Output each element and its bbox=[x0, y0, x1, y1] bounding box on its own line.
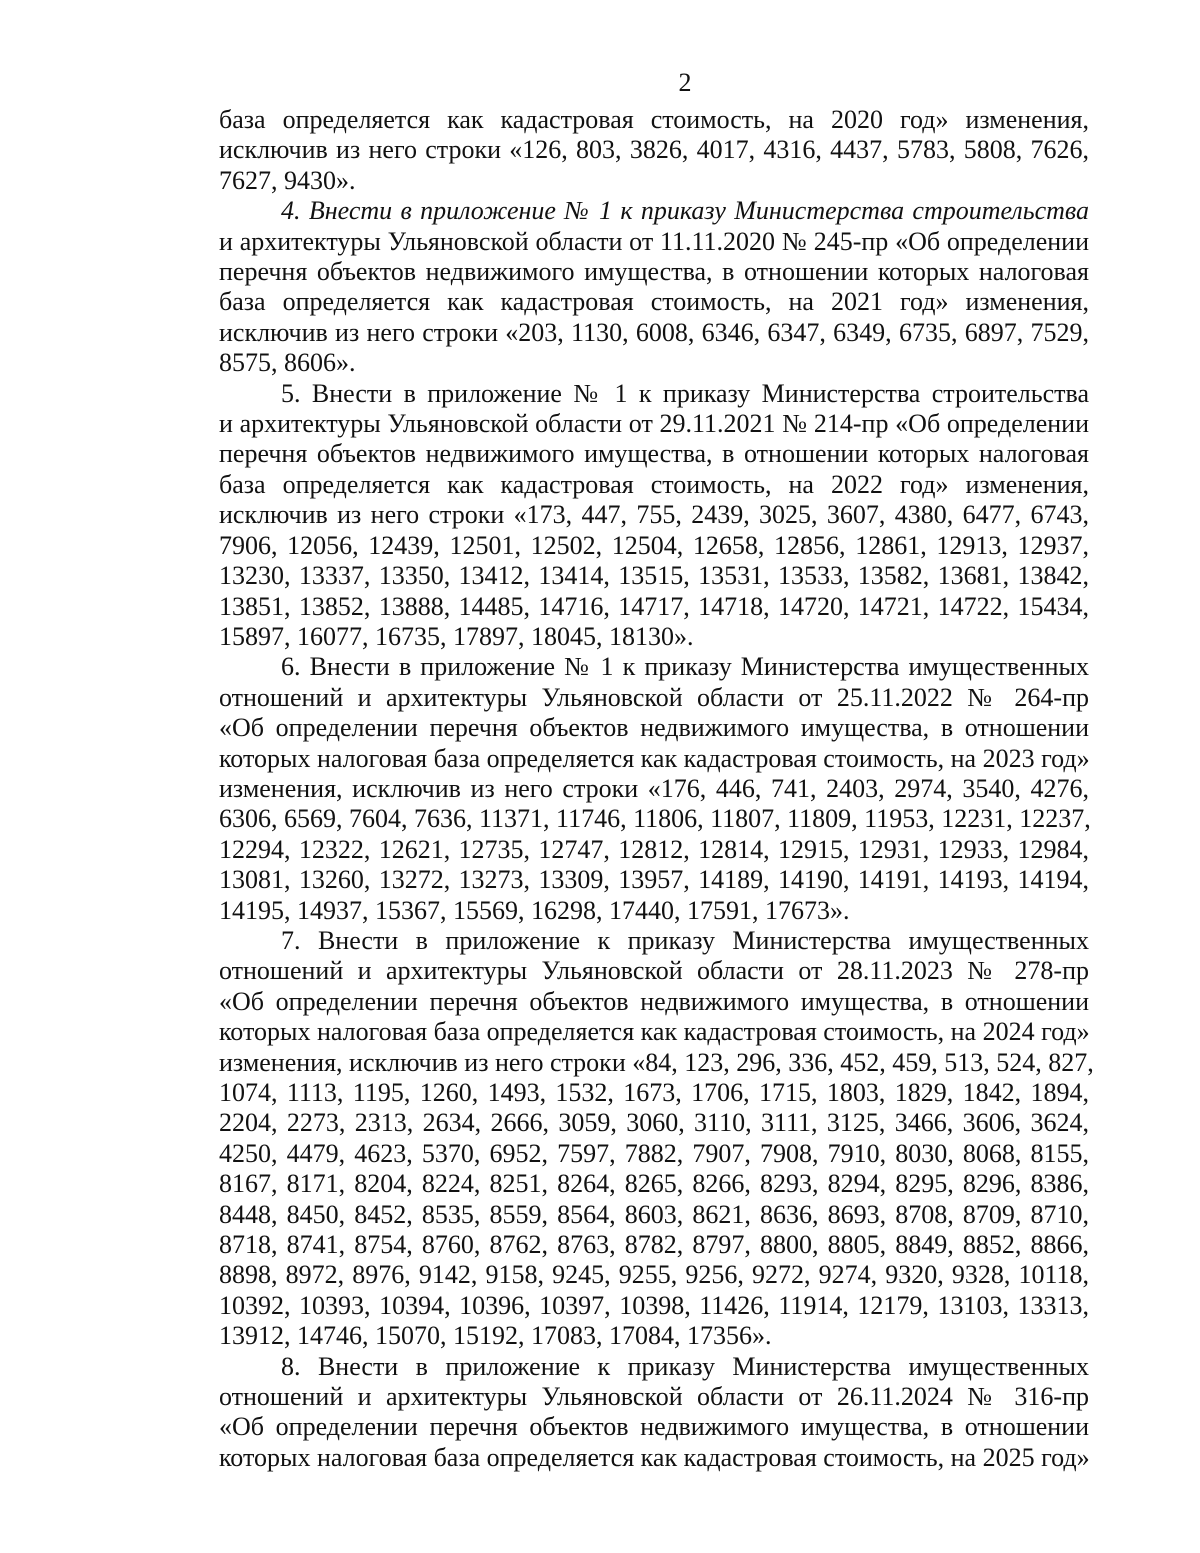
document-body bbox=[219, 105, 1094, 1473]
text-line: 7906, 12056, 12439, 12501, 12502, 12504, 12658, 12856, 12861, 12913, 12937, bbox=[219, 530, 1089, 560]
text-line: 8898, 8972, 8976, 9142, 9158, 9245, 9255, 9256, 9272, 9274, 9320, 9328, 10118, bbox=[219, 1260, 1089, 1290]
text-line: 6306, 6569, 7604, 7636, 11371, 11746, 11806, 11807, 11809, 11953, 12231, 12237, bbox=[219, 804, 1091, 834]
text-line: изменения, исключив из него строки «84, 123, 296, 336, 452, 459, 513, 524, 827, bbox=[219, 1047, 1094, 1077]
text-line: 8718, 8741, 8754, 8760, 8762, 8763, 8782, 8797, 8800, 8805, 8849, 8852, 8866, bbox=[219, 1230, 1089, 1260]
text-line: база определяется как кадастровая стоимость, на 2022 год» изменения, bbox=[219, 469, 1089, 499]
text-line: база определяется как кадастровая стоимость, на 2021 год» изменения, bbox=[219, 287, 1089, 317]
text-line: 13081, 13260, 13272, 13273, 13309, 13957, 14189, 14190, 14191, 14193, 14194, bbox=[219, 865, 1089, 895]
paragraph-item-4 bbox=[219, 196, 1089, 378]
text-line: 13912, 14746, 15070, 15192, 17083, 17084, 17356». bbox=[219, 1321, 772, 1351]
text-line: 4250, 4479, 4623, 5370, 6952, 7597, 7882, 7907, 7908, 7910, 8030, 8068, 8155, bbox=[219, 1138, 1089, 1168]
text-line: 8575, 8606». bbox=[219, 348, 356, 378]
text-line: «Об определении перечня объектов недвижимого имущества, в отношении bbox=[219, 986, 1089, 1016]
text-line: 5. Внести в приложение № 1 к приказу Министерства строительства bbox=[281, 378, 1089, 408]
text-line: и архитектуры Ульяновской области от 29.11.2021 № 214-пр «Об определении bbox=[219, 409, 1089, 439]
text-line: отношений и архитектуры Ульяновской области от 26.11.2024 № 316-пр bbox=[219, 1382, 1089, 1412]
text-line: изменения, исключив из него строки «176, 446, 741, 2403, 2974, 3540, 4276, bbox=[219, 773, 1089, 803]
text-line: 14195, 14937, 15367, 15569, 16298, 17440, 17591, 17673». bbox=[219, 895, 850, 925]
text-line: исключив из него строки «203, 1130, 6008, 6346, 6347, 6349, 6735, 6897, 7529, bbox=[219, 317, 1089, 347]
text-line: 1074, 1113, 1195, 1260, 1493, 1532, 1673, 1706, 1715, 1803, 1829, 1842, 1894, bbox=[219, 1078, 1089, 1107]
paragraph-continuation bbox=[219, 105, 1089, 196]
text-line: исключив из него строки «126, 803, 3826, 4017, 4316, 4437, 5783, 5808, 7626, bbox=[219, 135, 1089, 165]
text-line: 8448, 8450, 8452, 8535, 8559, 8564, 8603, 8621, 8636, 8693, 8708, 8709, 8710, bbox=[219, 1199, 1089, 1229]
text-line: перечня объектов недвижимого имущества, в отношении которых налоговая bbox=[219, 257, 1089, 287]
text-line: 4. Внести в приложение № 1 к приказу Министерства строительства bbox=[281, 196, 1089, 226]
text-line: отношений и архитектуры Ульяновской области от 28.11.2023 № 278-пр bbox=[219, 956, 1089, 986]
text-line: 15897, 16077, 16735, 17897, 18045, 18130». bbox=[219, 621, 694, 651]
text-line: 13851, 13852, 13888, 14485, 14716, 14717, 14718, 14720, 14721, 14722, 15434, bbox=[219, 591, 1089, 621]
text-line: 8167, 8171, 8204, 8224, 8251, 8264, 8265, 8266, 8293, 8294, 8295, 8296, 8386, bbox=[219, 1169, 1089, 1199]
text-line: 6. Внести в приложение № 1 к приказу Министерства имущественных bbox=[281, 652, 1089, 682]
text-line: 12294, 12322, 12621, 12735, 12747, 12812, 12814, 12915, 12931, 12933, 12984, bbox=[219, 834, 1089, 864]
text-line: перечня объектов недвижимого имущества, в отношении которых налоговая bbox=[219, 439, 1089, 469]
text-line: которых налоговая база определяется как кадастровая стоимость, на 2023 год» bbox=[219, 743, 1090, 773]
text-line: которых налоговая база определяется как кадастровая стоимость, на 2025 год» bbox=[219, 1442, 1090, 1472]
page-number: 2 bbox=[678, 68, 692, 97]
paragraph-item-6 bbox=[219, 652, 1089, 926]
text-line: 2204, 2273, 2313, 2634, 2666, 3059, 3060, 3110, 3111, 3125, 3466, 3606, 3624, bbox=[219, 1108, 1089, 1138]
text-line: 10392, 10393, 10394, 10396, 10397, 10398, 11426, 11914, 12179, 13103, 13313, bbox=[219, 1290, 1089, 1320]
text-line: 8. Внести в приложение к приказу Министерства имущественных bbox=[281, 1351, 1089, 1381]
text-line: и архитектуры Ульяновской области от 11.11.2020 № 245-пр «Об определении bbox=[219, 226, 1089, 256]
text-line: 13230, 13337, 13350, 13412, 13414, 13515, 13531, 13533, 13582, 13681, 13842, bbox=[219, 561, 1089, 591]
paragraph-item-8 bbox=[219, 1352, 1089, 1474]
text-line: которых налоговая база определяется как кадастровая стоимость, на 2024 год» bbox=[219, 1017, 1090, 1047]
text-line: «Об определении перечня объектов недвижимого имущества, в отношении bbox=[219, 1412, 1089, 1442]
paragraph-item-5 bbox=[219, 379, 1089, 653]
text-line: 7. Внести в приложение к приказу Министерства имущественных bbox=[281, 925, 1089, 955]
text-line: отношений и архитектуры Ульяновской области от 25.11.2022 № 264-пр bbox=[219, 682, 1089, 712]
text-line: база определяется как кадастровая стоимость, на 2020 год» изменения, bbox=[219, 105, 1089, 134]
text-line: исключив из него строки «173, 447, 755, 2439, 3025, 3607, 4380, 6477, 6743, bbox=[219, 500, 1089, 530]
text-line: 7627, 9430». bbox=[219, 165, 356, 195]
paragraph-item-7 bbox=[219, 925, 1094, 1352]
text-line: «Об определении перечня объектов недвижимого имущества, в отношении bbox=[219, 713, 1089, 743]
